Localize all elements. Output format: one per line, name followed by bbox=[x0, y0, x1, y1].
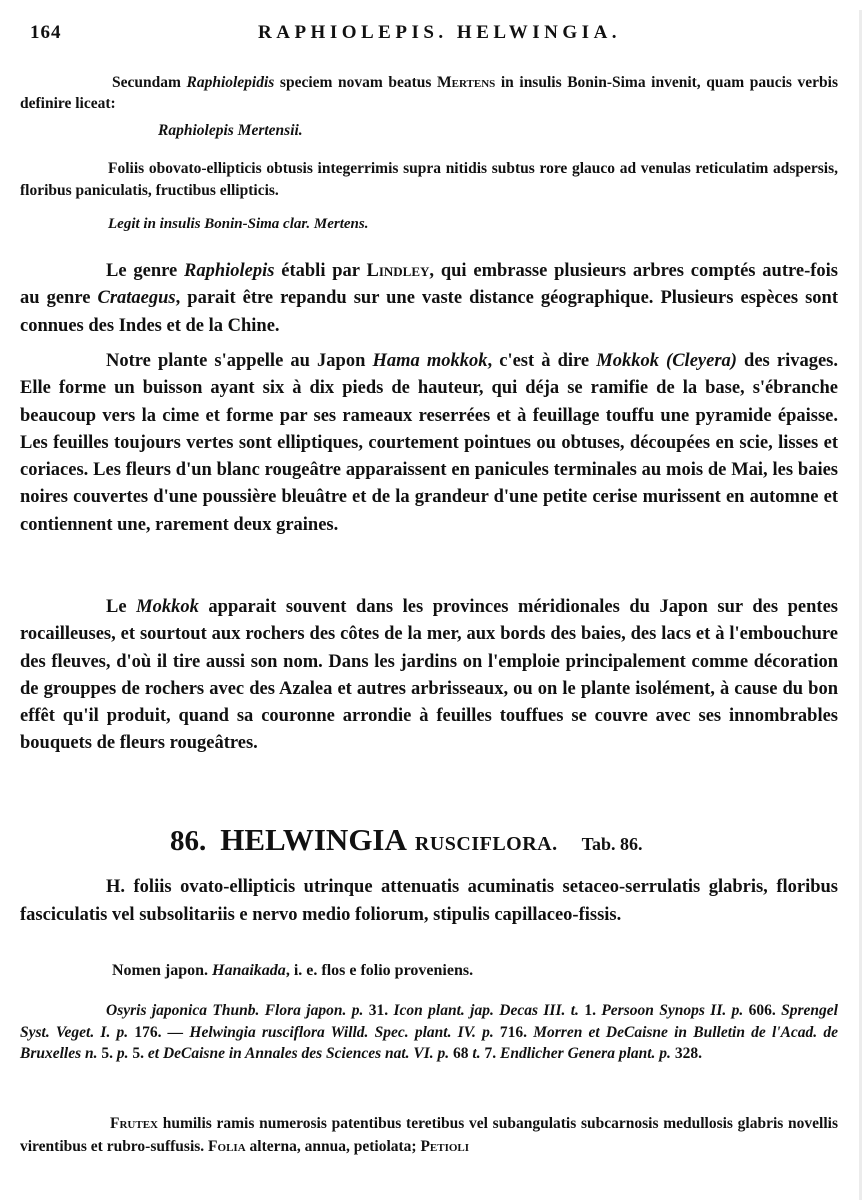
species-heading: Raphiolepis Mertensii. bbox=[158, 122, 303, 139]
citation-text: Persoon Synops II. p. bbox=[595, 1002, 749, 1019]
text-run: alterna, annua, petiolata; bbox=[245, 1138, 421, 1155]
text-run: Secundam bbox=[112, 74, 187, 91]
text-run: Nomen japon. bbox=[112, 962, 213, 979]
citation-number: 68 bbox=[453, 1045, 469, 1063]
citation-number: 7. bbox=[484, 1045, 497, 1063]
organ-term: Petioli bbox=[420, 1138, 470, 1155]
citation-text: Icon plant. jap. Decas III. t. bbox=[388, 1002, 585, 1019]
citation-number: 1. bbox=[584, 1002, 596, 1019]
citation-number: 176. bbox=[134, 1023, 162, 1041]
text-run: Le genre bbox=[106, 261, 184, 281]
section-species: RUSCIFLORA. bbox=[414, 833, 558, 855]
text-run: , c'est à dire bbox=[487, 351, 597, 371]
author-name: Mertens bbox=[437, 74, 496, 91]
latin-diagnosis: Foliis obovato-ellipticis obtusis integerrimis supra nitidis subtus rore glauco ad venulas reticulatim adspersis, floribus paniculatis, fructibus ellipticis. bbox=[20, 160, 838, 199]
organ-term: Frutex bbox=[110, 1115, 158, 1132]
citation-text: Morren et DeCaisne in Bulletin de l'Acad. de Bruxelles n. bbox=[20, 1023, 839, 1063]
japanese-name: Hama mokkok bbox=[372, 351, 488, 371]
text-run: , i. e. flos e folio proveniens. bbox=[285, 962, 474, 979]
text-run: des rivages. Elle forme un buisson ayant six à dix pieds de hauteur, qui déja se ramifie de la base, s'ébranche beaucoup vers la cime et forme par ses rameaux reserrées et à feuillage touffu une pyramide épaisse. Les feuilles toujours vertes sont elliptiques, courtement pointues ou obtuses, découpées en scie, lisses et coriaces. Les fleurs d'un blanc rougeâtre apparaissent en panicules terminales au mois de Mai, les baies noires couvertes d'une poussière bleuâtre et de la grandeur d'une petite cerise murissent en automne et contiennent une, rarement deux graines. bbox=[20, 351, 839, 535]
section-number: 86. bbox=[170, 825, 207, 857]
citation-number: 606. bbox=[748, 1002, 776, 1019]
author-name: Lindley bbox=[366, 261, 430, 281]
text-run: Notre plante s'appelle au Japon bbox=[106, 351, 373, 371]
genus-name: Crataegus bbox=[97, 288, 176, 309]
section-heading bbox=[170, 822, 643, 858]
genus-name: Raphiolepidis bbox=[186, 74, 275, 91]
text-run: in insulis Bonin-Sima invenit, quam paucis verbis definire liceat: bbox=[20, 74, 838, 112]
citation-number: 716. bbox=[499, 1023, 528, 1041]
synonymy-paragraph bbox=[20, 1000, 838, 1065]
organ-term: Folia bbox=[208, 1138, 246, 1155]
citation-text: — Helwingia rusciflora Willd. Spec. plant. IV. p. bbox=[161, 1023, 500, 1041]
text-run: , parait être repandu sur une vaste distance géographique. Plusieurs espèces sont connues des Indes et de la Chine. bbox=[20, 288, 838, 336]
text-run: Le bbox=[106, 597, 137, 617]
text-run: apparait souvent dans les provinces méridionales du Japon sur des pentes rocailleuses, et sourtout aux rochers des côtes de la mer, aux bords des baies, des lacs et à l'embouchure des fleuves, d'où il tire aussi son nom. Dans les jardins on l'emploie principalement comme décoration de grouppes de rochers avec des Azalea et autres arbrisseaux, ou on le plante isolément, à cause du bon effêt qu'il produit, quand sa couronne arrondie à feuilles touffues se couvre avec ses innombrables bouquets de fleurs rougeâtres. bbox=[20, 597, 838, 754]
japanese-name-line bbox=[112, 962, 473, 980]
paragraph-description bbox=[20, 348, 838, 539]
citation-text: et DeCaisne in Annales des Sciences nat. VI. p. bbox=[144, 1045, 454, 1063]
intro-paragraph bbox=[20, 72, 838, 114]
citation-text: Osyris japonica Thunb. Flora japon. p. bbox=[106, 1002, 369, 1019]
page-number: 164 bbox=[30, 22, 62, 43]
running-header bbox=[30, 18, 832, 48]
citation-number: 31. bbox=[368, 1002, 389, 1019]
japanese-name: Mokkok bbox=[136, 597, 199, 617]
plate-reference: Tab. 86. bbox=[581, 834, 643, 854]
paragraph-habitat bbox=[20, 594, 838, 758]
citation-text: Endlicher Genera plant. p. bbox=[496, 1045, 675, 1063]
citation-number: 5. bbox=[101, 1045, 114, 1063]
text-run: , qui embrasse plusieurs arbres comptés autre-fois au genre bbox=[20, 261, 838, 309]
text-run: humilis ramis numerosis patentibus teretibus vel subangulatis subcarnosis medullosis glabris novellis virentibus et rubro-suffusis. bbox=[20, 1115, 838, 1155]
collector-note: Legit in insulis Bonin-Sima clar. Mertens. bbox=[108, 216, 369, 232]
japanese-name: Mokkok (Cleyera) bbox=[596, 351, 737, 371]
text-run: établi par bbox=[274, 261, 367, 281]
genus-name: Raphiolepis bbox=[184, 261, 275, 281]
citation-number: 328. bbox=[674, 1045, 702, 1063]
japanese-name: Hanaikada bbox=[212, 962, 286, 979]
running-title: RAPHIOLEPIS. HELWINGIA. bbox=[258, 22, 622, 43]
helwingia-diagnosis: H. foliis ovato-ellipticis utrinque attenuatis acuminatis setaceo-serrulatis glabris, floribus fasciculatis vel subsolitariis e nervo medio foliorum, stipulis capillaceo-fissis. bbox=[20, 877, 838, 925]
citation-text: t. bbox=[468, 1045, 485, 1063]
paragraph-frutex bbox=[20, 1112, 838, 1158]
section-genus: HELWINGIA bbox=[220, 822, 407, 857]
citation-text: Sprengel Syst. Veget. I. p. bbox=[20, 1002, 838, 1041]
text-run: speciem novam beatus bbox=[274, 74, 438, 91]
citation-number: 5. bbox=[132, 1045, 145, 1063]
paragraph-genre bbox=[20, 258, 838, 340]
citation-text: p. bbox=[113, 1045, 133, 1063]
